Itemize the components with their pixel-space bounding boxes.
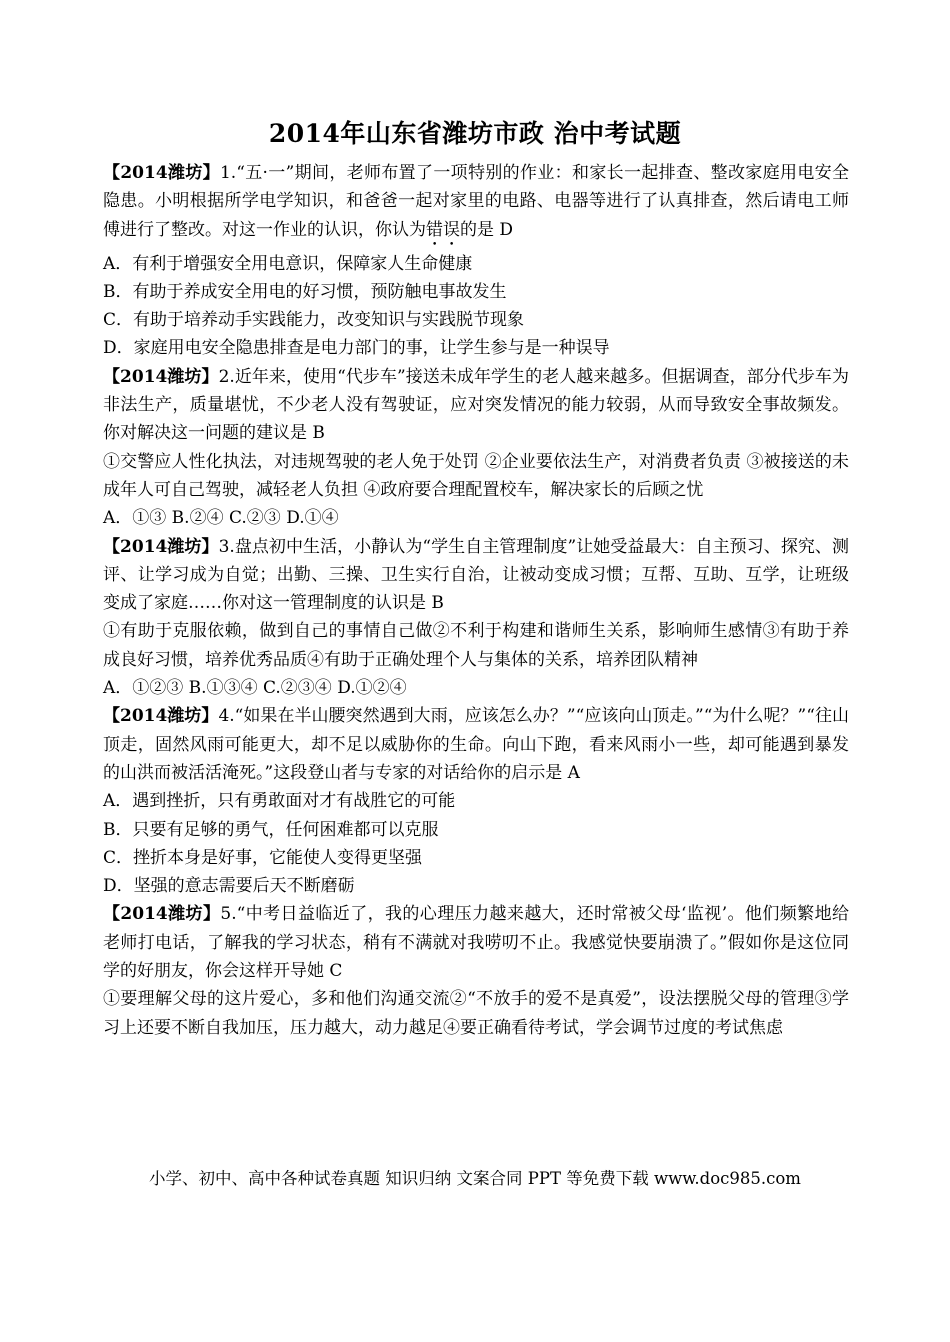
question-text: 1.“五·一”期间，老师布置了一项特别的作业：和家长一起排查、整改家庭用电安全隐患。小明根据所学电学知识，和爸爸一起对家里的电路、电器等进行了认真排查，然后请电工师傅进行了整改。对这一作业的认识，你认为: [103, 163, 849, 240]
option: C．有助于培养动手实践能力，改变知识与实践脱节现象: [103, 310, 525, 331]
question-list: [103, 159, 849, 1042]
question-text: 2.近年来，使用“代步车”接送未成年学生的老人越来越多。但据调查，部分代步车为非法生产，质量堪忧，不少老人没有驾驶证，应对突发情况的能力较弱，从而导致安全事故频发。你对解决这一问题的建议是 B: [103, 366, 849, 444]
question-2: [103, 363, 849, 448]
question-tag: 【2014潍坊】: [103, 904, 221, 925]
question-5: [103, 900, 849, 985]
option: D．家庭用电安全隐患排查是电力部门的事，让学生参与是一种误导: [103, 338, 610, 359]
option: A．①③ B.②④ C.②③ D.①④: [103, 508, 339, 529]
question-1: [103, 159, 849, 250]
question-tag: 【2014潍坊】: [103, 536, 219, 557]
question-tag: 【2014潍坊】: [103, 163, 220, 183]
statements: ①有助于克服依赖，做到自己的事情自己做②不利于构建和谐师生关系，影响师生感情③有助于养成良好习惯，培养优秀品质④有助于正确处理个人与集体的关系，培养团队精神: [103, 621, 849, 670]
question-text: 5.“中考日益临近了，我的心理压力越来越大，还时常被父母‘监视’。他们频繁地给老师打电话，了解我的学习状态，稍有不满就对我唠叨不止。我感觉快要崩溃了。”假如你是这位同学的好朋友，你会这样开导她 C: [103, 904, 849, 982]
option: A．①②③ B.①③④ C.②③④ D.①②④: [103, 678, 407, 699]
page-title: 2014年山东省潍坊市政 治中考试题: [268, 119, 682, 148]
option: A．遇到挫折，只有勇敢面对才有战胜它的可能: [103, 791, 456, 812]
question-tag: 【2014潍坊】: [103, 366, 219, 387]
option: D．坚强的意志需要后天不断磨砺: [103, 876, 355, 897]
option: B．只要有足够的勇气，任何困难都可以克服: [103, 819, 439, 840]
option: A．有利于增强安全用电意识，保障家人生命健康: [103, 253, 473, 274]
question-text: 3.盘点初中生活，小静认为“学生自主管理制度”让她受益最大：自主预习、探究、测评、让学习成为自觉；出勤、三操、卫生实行自治，让被动变成习惯；互帮、互助、互学，让班级变成了家庭……你对这一管理制度的认识是 B: [103, 536, 849, 614]
emphasis-text: 错误: [426, 219, 460, 240]
statements: ①要理解父母的这片爱心，多和他们沟通交流②“不放手的爱不是真爱”，设法摆脱父母的管理③学习上还要不断自我加压，压力越大，动力越足④要正确看待考试，学会调节过度的考试焦虑: [103, 989, 849, 1038]
answer-text: 的是 D: [460, 219, 514, 240]
question-tag: 【2014潍坊】: [103, 706, 219, 727]
question-4: [103, 702, 849, 787]
page-footer: 小学、初中、高中各种试卷真题 知识归纳 文案合同 PPT 等免费下载 www.doc985.com: [149, 1169, 801, 1188]
option: B．有助于养成安全用电的好习惯，预防触电事故发生: [103, 281, 507, 302]
question-3: [103, 533, 849, 618]
option: C．挫折本身是好事，它能使人变得更坚强: [103, 847, 423, 868]
question-text: 4.“如果在半山腰突然遇到大雨，应该怎么办？”“应该向山顶走。”“为什么呢？”“往山顶走，固然风雨可能更大，却不足以威胁你的生命。向山下跑，看来风雨小一些，却可能遇到暴发的山洪而被活活淹死。”这段登山者与专家的对话给你的启示是 A: [103, 706, 849, 783]
statements: ①交警应人性化执法，对违规驾驶的老人免于处罚 ②企业要依法生产，对消费者负责 ③被接送的未成年人可自己驾驶，减轻老人负担 ④政府要合理配置校车，解决家长的后顾之忧: [103, 451, 849, 500]
